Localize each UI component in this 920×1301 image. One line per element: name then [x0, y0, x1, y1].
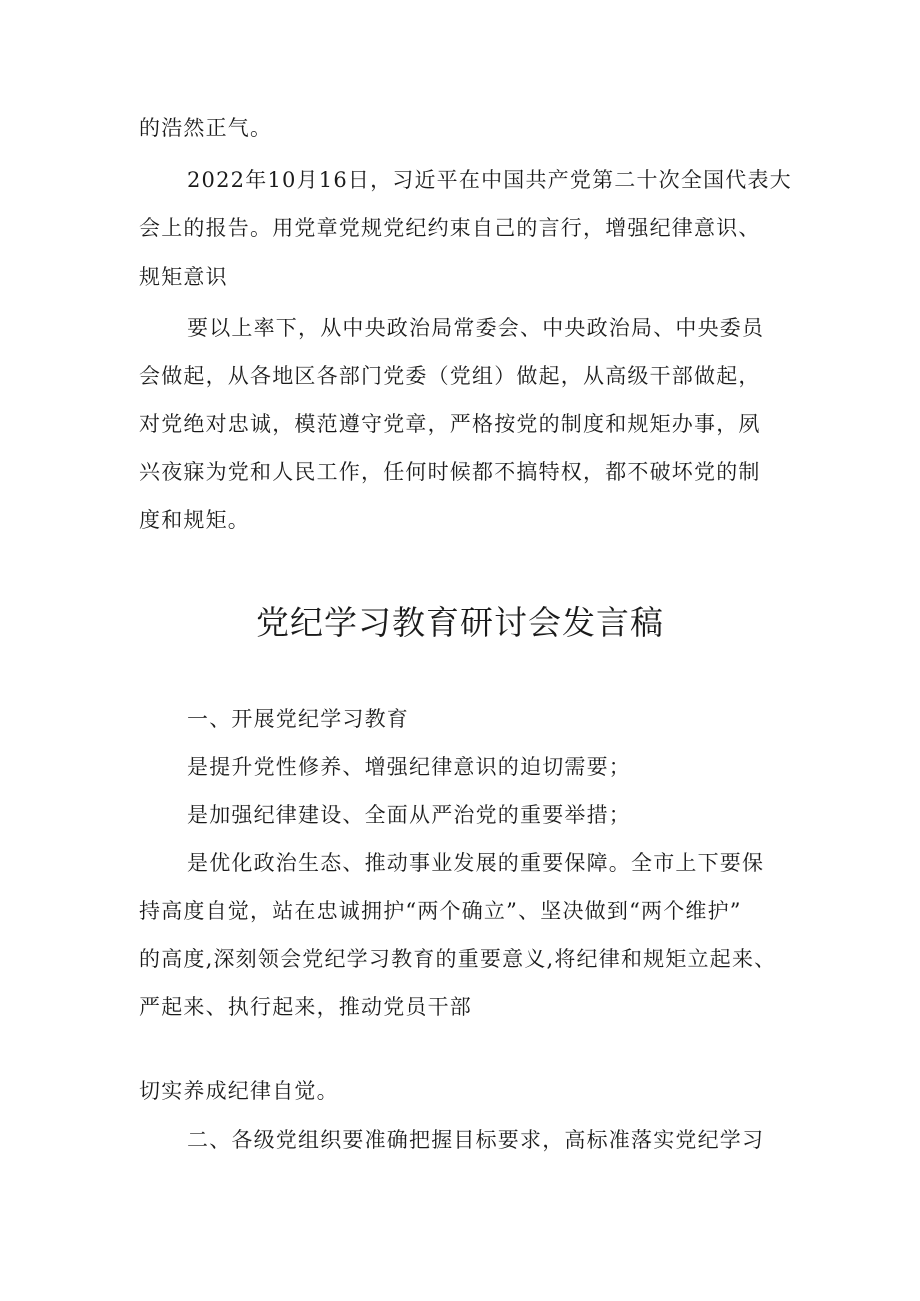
paragraph-first-line: 要以上率下，从中央政治局常委会、中央政治局、中央委员 [187, 316, 765, 340]
text-line: 严起来、执行起来，推动党员干部 [139, 995, 472, 1019]
text-line: 对党绝对忠诚，模范遵守党章，严格按党的制度和规矩办事，夙 [139, 412, 761, 436]
section-heading: 二、各级党组织要准确把握目标要求，高标准落实党纪学习 [187, 1128, 765, 1152]
text-line: 切实养成纪律自觉。 [139, 1079, 339, 1103]
section-heading: 一、开展党纪学习教育 [187, 707, 409, 731]
paragraph-first-line: 是优化政治生态、推动事业发展的重要保障。全市上下要保 [187, 851, 765, 875]
text-line: 是加强纪律建设、全面从严治党的重要举措； [187, 803, 631, 827]
document-title: 党纪学习教育研讨会发言稿 [256, 603, 664, 642]
text-line: 是提升党性修养、增强纪律意识的迫切需要； [187, 755, 631, 779]
text-line: 的高度,深刻领会党纪学习教育的重要意义,将纪律和规矩立起来、 [139, 947, 777, 971]
text-line: 规矩意识 [139, 265, 228, 289]
text-line: 持高度自觉，站在忠诚拥护“两个确立”、坚决做到“两个维护” [139, 899, 742, 923]
text-line: 兴夜寐为党和人民工作，任何时候都不搞特权，都不破坏党的制 [139, 460, 761, 484]
text-line: 会做起，从各地区各部门党委（党组）做起，从高级干部做起， [139, 364, 761, 388]
text-line: 的浩然正气。 [139, 116, 273, 140]
text-line: 会上的报告。用党章党规党纪约束自己的言行，增强纪律意识、 [139, 216, 761, 240]
text-line: 度和规矩。 [139, 508, 250, 532]
paragraph-first-line: 2022年10月16日，习近平在中国共产党第二十次全国代表大 [187, 168, 792, 192]
